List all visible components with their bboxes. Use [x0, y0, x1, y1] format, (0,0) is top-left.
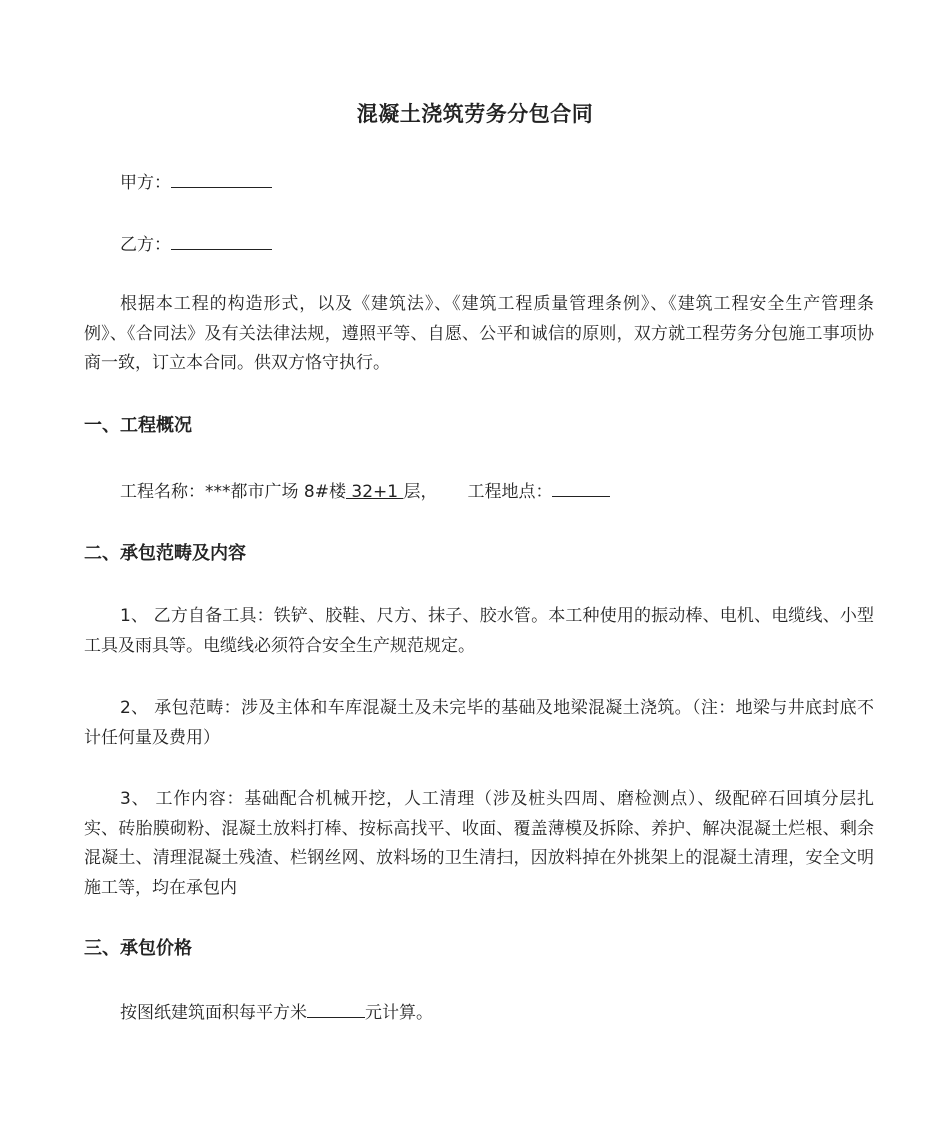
project-location-label: 工程地点：: [467, 482, 553, 502]
price-line: [120, 997, 433, 1028]
party-b-blank: [171, 229, 272, 250]
preamble-paragraph: 根据本工程的构造形式，以及《建筑法》、《建筑工程质量管理条例》、《建筑工程安全生产管理条例》、《合同法》及有关法律法规，遵照平等、自愿、公平和诚信的原则，双方就工程劳务分包施工事项协商一致，订立本合同。供双方恪守执行。: [84, 294, 874, 373]
floors-suffix: 层，: [403, 482, 438, 502]
party-a-blank: [171, 167, 272, 188]
scope-item-3: 3、 工作内容：基础配合机械开挖，人工清理（涉及桩头四周、磨检测点）、级配碎石回填分层扎实、砖胎膜砌粉、混凝土放料打棒、按标高找平、收面、覆盖薄模及拆除、养护、解决混凝土烂根、剩余混凝土、清理混凝土残渣、栏钢丝网、放料场的卫生清扫，因放料掉在外挑架上的混凝土清理，安全文明施工等，均在承包内: [84, 789, 874, 898]
contract-title: 混凝土浇筑劳务分包合同: [356, 102, 594, 126]
price-blank: [307, 997, 365, 1018]
section-2-heading: 二、承包范畴及内容: [84, 543, 246, 564]
party-a-line: [120, 167, 272, 198]
section-3-heading: 三、承包价格: [84, 938, 192, 959]
party-b-label: 乙方：: [120, 235, 171, 255]
party-b-line: [120, 229, 272, 260]
scope-item-1: 1、 乙方自备工具：铁铲、胶鞋、尺方、抹子、胶水管。本工种使用的振动棒、电机、电缆线、小型工具及雨具等。电缆线必须符合安全生产规范规定。: [84, 606, 874, 656]
project-location-blank: [552, 476, 610, 497]
party-a-label: 甲方：: [120, 173, 171, 193]
scope-item-2: 2、 承包范畴：涉及主体和车库混凝土及未完毕的基础及地梁混凝土浇筑。（注：地梁与井底封底不计任何量及费用）: [84, 698, 874, 748]
floors-value: 32+1: [345, 482, 404, 502]
project-name-label: 工程名称：***都市广场 8#楼: [120, 482, 346, 502]
section-1-heading: 一、工程概况: [84, 415, 192, 436]
price-suffix: 元计算。: [365, 1003, 433, 1023]
project-info-line: [120, 476, 610, 507]
price-prefix: 按图纸建筑面积每平方米: [120, 1003, 307, 1023]
